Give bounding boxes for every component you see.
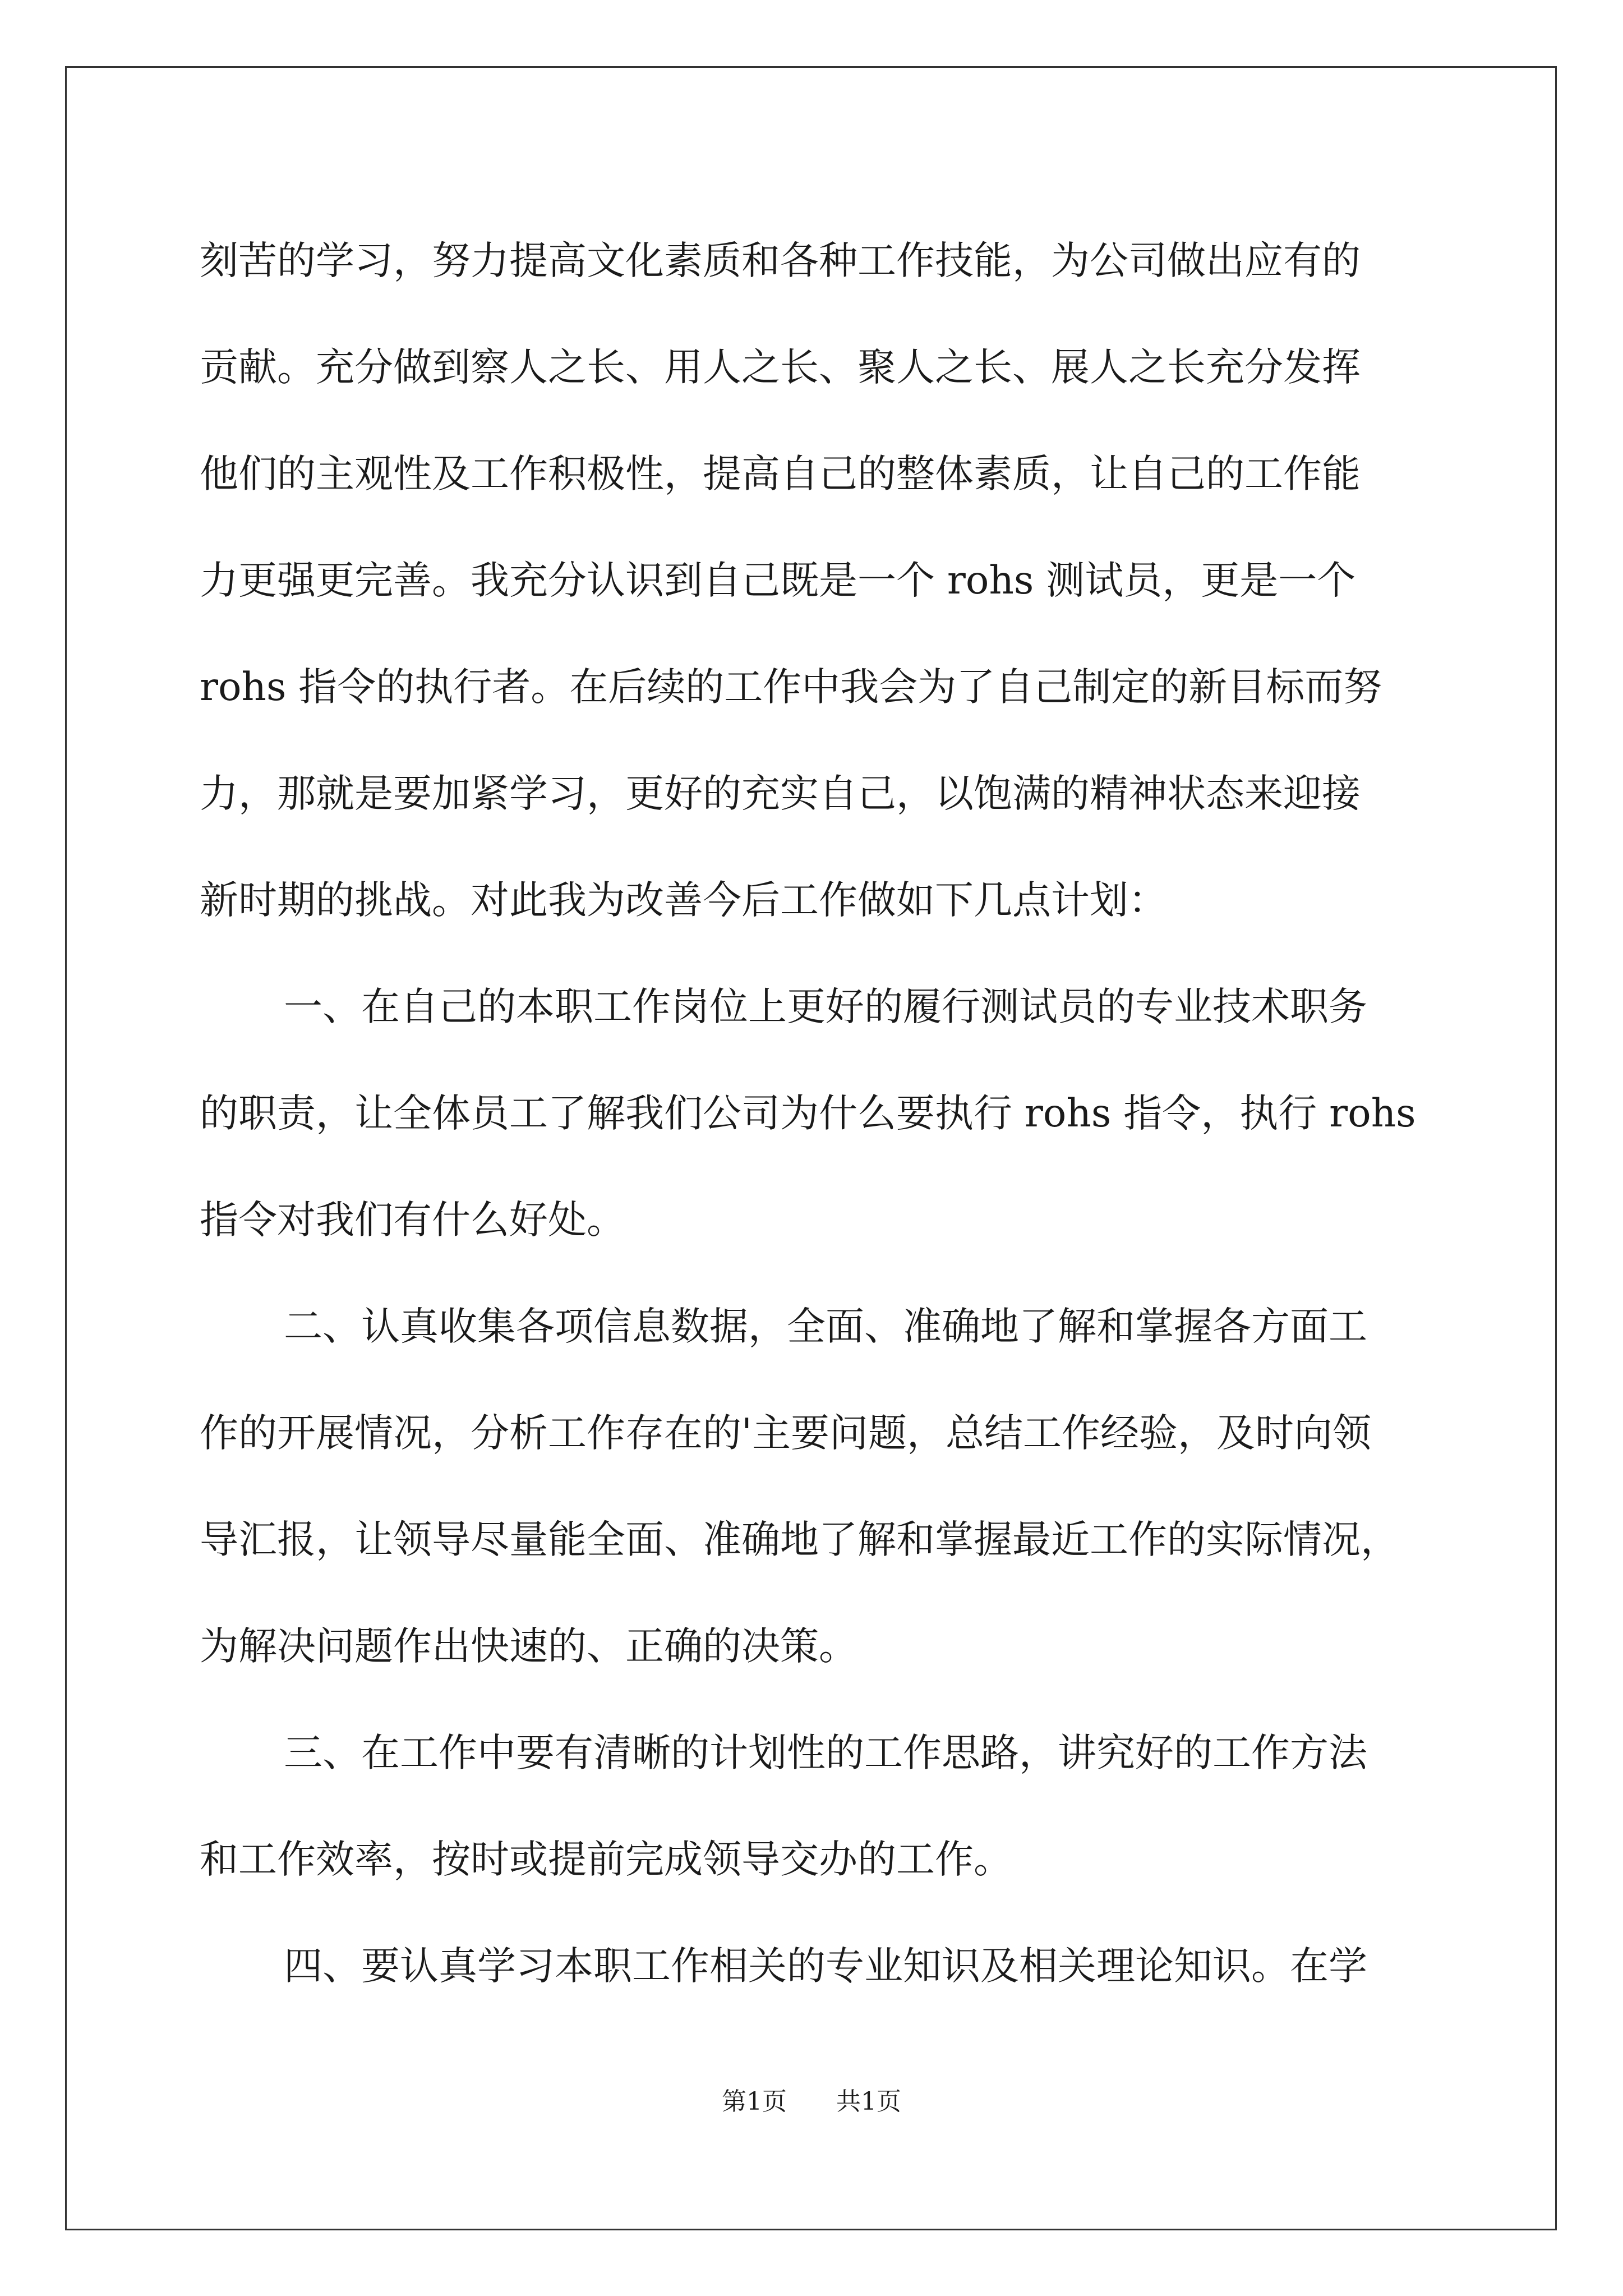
text-line: rohs 指令的执行者。在后续的工作中我会为了自己制定的新目标而努 xyxy=(200,665,1382,710)
text-line: 的职责，让全体员工了解我们公司为什么要执行 rohs 指令，执行 rohs xyxy=(200,1091,1416,1136)
text-line: 为解决问题作出快速的、正确的决策。 xyxy=(200,1624,857,1669)
text-line: 他们的主观性及工作积极性，提高自己的整体素质，让自己的工作能 xyxy=(200,452,1361,496)
page-total: 共1页 xyxy=(836,2087,901,2116)
text-line: 力更强更完善。我充分认识到自己既是一个 rohs 测试员，更是一个 xyxy=(200,558,1356,603)
paragraph-start-line: 三、在工作中要有清晰的计划性的工作思路，讲究好的工作方法 xyxy=(284,1731,1367,1775)
text-line: 力，那就是要加紧学习，更好的充实自己，以饱满的精神状态来迎接 xyxy=(200,771,1361,816)
text-line: 指令对我们有什么好处。 xyxy=(200,1198,625,1243)
text-line: 作的开展情况，分析工作存在的'主要问题，总结工作经验，及时向领 xyxy=(200,1411,1371,1456)
paragraph-start-line: 一、在自己的本职工作岗位上更好的履行测试员的专业技术职务 xyxy=(284,984,1367,1029)
document-body xyxy=(200,208,1433,2019)
page-footer xyxy=(0,2081,1623,2117)
paragraph-start-line: 四、要认真学习本职工作相关的专业知识及相关理论知识。在学 xyxy=(284,1944,1367,1989)
text-line: 和工作效率，按时或提前完成领导交办的工作。 xyxy=(200,1837,1012,1882)
text-line: 导汇报，让领导尽量能全面、准确地了解和掌握最近工作的实际情况， xyxy=(200,1517,1399,1562)
paragraph-start-line: 二、认真收集各项信息数据，全面、准确地了解和掌握各方面工 xyxy=(284,1304,1367,1349)
text-line: 新时期的挑战。对此我为改善今后工作做如下几点计划： xyxy=(200,878,1167,923)
text-line: 刻苦的学习，努力提高文化素质和各种工作技能，为公司做出应有的 xyxy=(200,238,1361,283)
page-number: 第1页 xyxy=(722,2087,787,2116)
text-line: 贡献。充分做到察人之长、用人之长、聚人之长、展人之长充分发挥 xyxy=(200,345,1361,390)
